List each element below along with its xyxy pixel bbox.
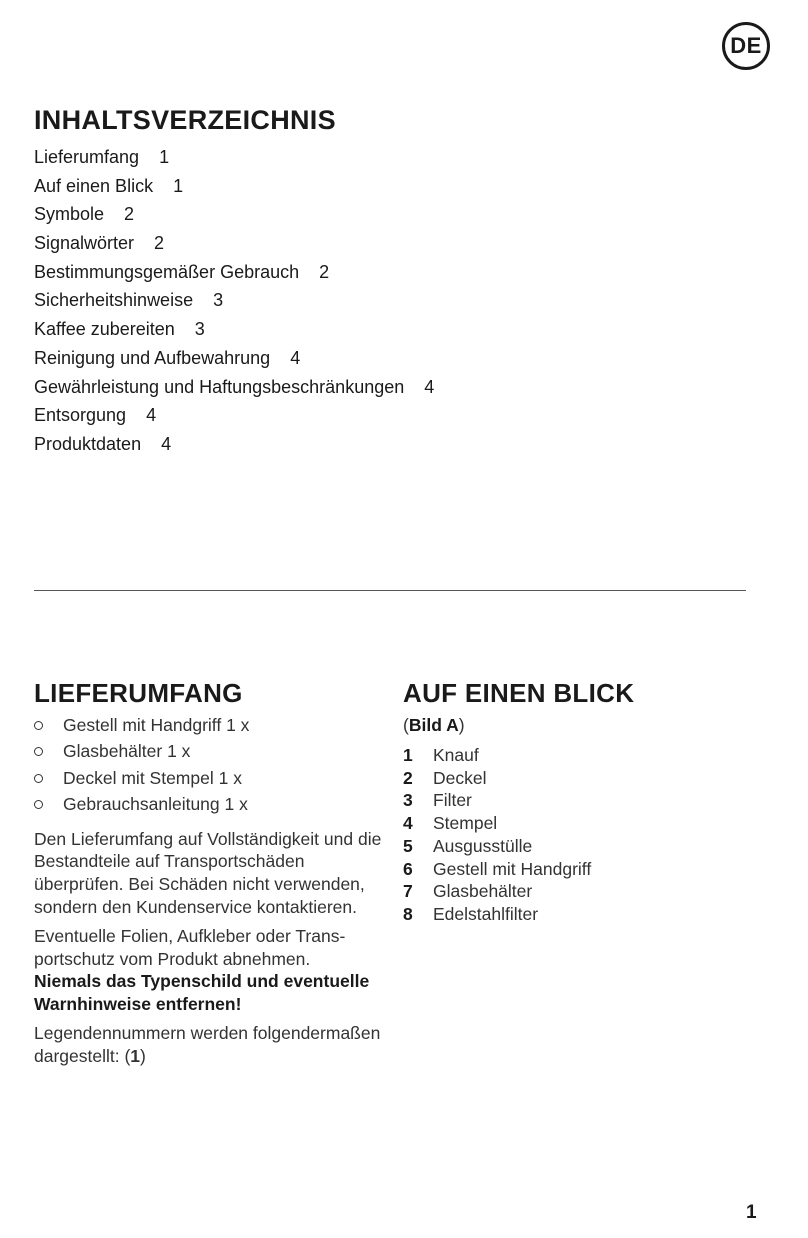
list-item — [403, 789, 763, 812]
part-label: Glasbehälter — [433, 881, 533, 902]
part-label: Deckel — [433, 767, 487, 788]
part-label: Ausgusstülle — [433, 835, 533, 856]
part-number: 2 — [403, 767, 413, 788]
auf-einen-blick-section — [403, 676, 763, 926]
section-divider — [34, 590, 746, 591]
part-label: Knauf — [433, 745, 479, 765]
parts-list — [403, 744, 763, 926]
toc-entry-label: Bestimmungsgemäßer Gebrauch — [34, 261, 300, 282]
warning-paragraph: Niemals das Typenschild und eventuelle Warnhinweise entfernen! — [34, 971, 370, 1015]
table-of-contents — [34, 103, 734, 459]
bullet-circle-icon — [34, 721, 43, 730]
list-item — [403, 767, 763, 790]
list-item — [403, 744, 763, 767]
toc-entry-page: 1 — [159, 147, 170, 167]
toc-entry — [34, 373, 734, 402]
delivery-items-list — [34, 712, 389, 818]
toc-entry-page: 4 — [290, 347, 301, 368]
list-item-label: Gebrauchsanleitung 1 x — [63, 794, 248, 815]
part-number: 1 — [403, 745, 413, 765]
list-item-label: Deckel mit Stempel 1 x — [63, 767, 242, 788]
list-item — [34, 765, 389, 791]
legend-close: ) — [140, 1045, 146, 1066]
bullet-circle-icon — [34, 774, 43, 783]
toc-entry-label: Lieferumfang — [34, 147, 140, 167]
part-number: 5 — [403, 835, 413, 856]
toc-entry — [34, 200, 734, 229]
language-badge: DE — [722, 22, 770, 70]
legend-text: Legendennummern werden folgendermaßen dargestellt: ( — [34, 1023, 381, 1066]
part-number: 6 — [403, 858, 413, 879]
toc-entry-label: Entsorgung — [34, 405, 127, 426]
toc-entry-page: 3 — [194, 319, 205, 340]
toc-entry-page: 1 — [173, 175, 184, 196]
auf-einen-blick-title: AUF EINEN BLICK — [403, 678, 635, 708]
part-label: Filter — [433, 790, 472, 811]
part-label: Edelstahlfilter — [433, 903, 539, 924]
list-item — [34, 738, 389, 764]
part-label: Stempel — [433, 813, 498, 834]
list-item-label: Gestell mit Handgriff 1 x — [63, 715, 250, 735]
part-number: 3 — [403, 790, 413, 811]
toc-entry-label: Signalwörter — [34, 233, 135, 254]
list-item — [403, 835, 763, 858]
toc-entry — [34, 401, 734, 430]
toc-list — [34, 143, 734, 459]
part-number: 7 — [403, 881, 413, 902]
bullet-circle-icon — [34, 747, 43, 756]
list-item — [403, 880, 763, 903]
toc-entry — [34, 344, 734, 373]
part-number: 8 — [403, 903, 413, 924]
part-label: Gestell mit Handgriff — [433, 858, 592, 879]
lieferumfang-title: LIEFERUMFANG — [34, 678, 243, 708]
toc-entry-label: Symbole — [34, 204, 105, 225]
toc-entry — [34, 430, 734, 459]
legend-paragraph — [34, 1022, 389, 1068]
figure-ref-label: Bild A — [408, 715, 459, 735]
figure-reference — [403, 712, 763, 738]
remove-packaging-paragraph: Eventuelle Folien, Aufkleber oder Transportschutz vom Produkt abnehmen. — [34, 925, 346, 969]
part-number: 4 — [403, 813, 413, 834]
toc-entry-label: Auf einen Blick — [34, 175, 154, 196]
bullet-circle-icon — [34, 800, 43, 809]
list-item — [403, 903, 763, 926]
lieferumfang-section — [34, 676, 389, 1074]
list-item — [403, 812, 763, 835]
toc-entry-page: 2 — [154, 233, 165, 254]
toc-entry-label: Produktdaten — [34, 433, 142, 454]
toc-entry — [34, 315, 734, 344]
toc-entry-page: 2 — [319, 261, 330, 282]
toc-entry-label: Reinigung und Aufbewahrung — [34, 347, 271, 368]
page-number: 1 — [746, 1202, 757, 1223]
toc-entry-page: 4 — [424, 376, 435, 397]
toc-entry-page: 4 — [146, 405, 157, 426]
toc-entry-label: Kaffee zubereiten — [34, 319, 175, 340]
toc-entry-label: Gewährleistung und Haftungsbeschränkungen — [34, 376, 405, 397]
figure-ref-open: ( — [403, 715, 409, 735]
toc-entry-page: 3 — [213, 290, 224, 311]
toc-entry — [34, 286, 734, 315]
toc-entry — [34, 229, 734, 258]
list-item-label: Glasbehälter 1 x — [63, 741, 191, 762]
check-delivery-paragraph: Den Lieferumfang auf Vollständigkeit und die Bestandteile auf Transportschäden überprüfen. Bei Schäden nicht verwenden, sondern den Kundenservice kontaktieren. — [34, 828, 382, 918]
figure-ref-close: ) — [458, 715, 465, 735]
toc-entry-page: 4 — [161, 433, 172, 454]
list-item — [34, 712, 389, 738]
toc-entry-label: Sicherheitshinweise — [34, 290, 194, 311]
toc-entry-page: 2 — [124, 204, 135, 225]
legend-number: 1 — [130, 1045, 141, 1066]
toc-entry — [34, 258, 734, 287]
list-item — [403, 858, 763, 881]
list-item — [34, 791, 389, 817]
toc-entry — [34, 172, 734, 201]
toc-entry — [34, 143, 734, 172]
toc-title: INHALTSVERZEICHNIS — [34, 105, 336, 135]
